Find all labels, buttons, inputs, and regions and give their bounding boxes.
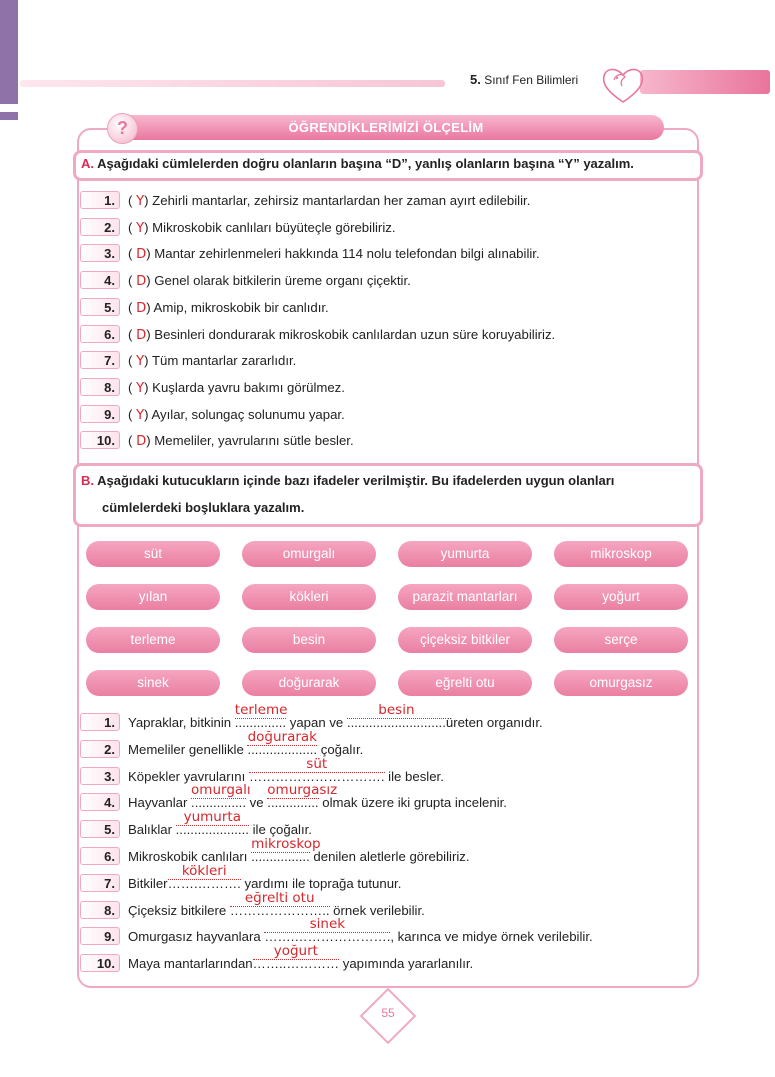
blank-with-answer xyxy=(267,782,338,813)
answer-mark: Y xyxy=(136,407,145,423)
section-a-letter: A. xyxy=(81,156,94,171)
dotted-blank: …………………………. xyxy=(248,768,385,784)
word-pill: eğrelti otu xyxy=(398,670,532,696)
dotted-blank: ................... xyxy=(247,741,318,757)
answer-mark: D xyxy=(136,274,147,290)
left-purple-bar-small xyxy=(0,112,18,120)
item-number: 2. xyxy=(80,740,120,758)
answer-mark: D xyxy=(136,327,147,343)
answer-mark: D xyxy=(136,434,147,450)
left-purple-bar xyxy=(0,0,18,104)
word-pill: çiçeksiz bitkiler xyxy=(398,627,532,653)
answer-mark: D xyxy=(136,300,147,316)
filled-answer: omurgasız xyxy=(267,782,338,799)
item-text: ( D) Mantar zehirlenmeleri hakkında 114 nolu telefondan bilgi alınabilir. xyxy=(128,246,540,263)
dotted-blank: ……..………… xyxy=(252,956,340,972)
item-text: ( D) Besinleri dondurarak mikroskobik canlılardan uzun süre koruyabiliriz. xyxy=(128,326,556,343)
word-pill: omurgalı xyxy=(242,541,376,567)
item-number: 8. xyxy=(80,901,120,919)
section-b-instruction-line2: cümlelerdeki boşluklara yazalım. xyxy=(102,500,305,515)
section-a-instruction xyxy=(81,156,634,171)
item-number: 10. xyxy=(80,954,120,972)
subject-name: Sınıf Fen Bilimleri xyxy=(484,73,579,87)
item-text: Çiçeksiz bitkilere ………………….. eğrelti otu örnek verilebilir. xyxy=(128,901,425,921)
filled-answer: terleme xyxy=(234,702,288,718)
dotted-blank: ………………….. xyxy=(229,902,330,918)
word-pill: kökleri xyxy=(242,584,376,610)
item-text: Bitkiler…….………. kökleri yardımı ile toprağa tutunur. xyxy=(128,874,401,894)
section-b-instruction-line1 xyxy=(81,473,614,488)
answer-mark: Y xyxy=(136,220,145,236)
item-number: 3. xyxy=(80,767,120,785)
item-text: ( D) Genel olarak bitkilerin üreme organı çiçektir. xyxy=(128,273,411,290)
word-pill: yoğurt xyxy=(554,584,688,610)
page-number: 55 xyxy=(381,1006,395,1020)
header-pink-band xyxy=(640,70,770,94)
item-text: Memeliler genellikle ................... doğurarak çoğalır. xyxy=(128,740,363,760)
dotted-blank: …….………. xyxy=(167,875,241,891)
answer-mark: Y xyxy=(136,194,145,209)
item-number: 6. xyxy=(80,847,120,865)
item-number: 5. xyxy=(80,298,120,316)
dotted-blank: .................... xyxy=(175,822,249,838)
item-number: 1. xyxy=(80,713,120,731)
dotted-blank: ........................... xyxy=(346,715,446,730)
filled-answer: yoğurt xyxy=(253,944,339,960)
item-text: Hayvanlar ............... omurgalı ve .............. omurgasız olmak üzere iki grupta incelenir. xyxy=(128,793,507,813)
item-number: 2. xyxy=(80,218,120,236)
item-text: Omurgasız hayvanlara …….…………………. sinek , karınca ve midye örnek verilebilir. xyxy=(128,927,593,947)
item-number: 8. xyxy=(80,378,120,396)
filled-answer: besin xyxy=(347,703,446,719)
word-pill: yılan xyxy=(86,584,220,610)
filled-answer: mikroskop xyxy=(251,836,321,852)
word-pill: sinek xyxy=(86,670,220,696)
item-text: Maya mantarlarından……..………… yoğurt yapımında yararlanılır. xyxy=(128,954,473,974)
filled-answer: sinek xyxy=(264,917,390,933)
filled-answer: süt xyxy=(249,757,385,773)
item-number: 4. xyxy=(80,271,120,289)
item-text: ( Y) Mikroskobik canlıları büyüteçle görebiliriz. xyxy=(128,219,396,236)
item-text: ( Y) Kuşlarda yavru bakımı görülmez. xyxy=(128,379,345,396)
filled-answer: kökleri xyxy=(168,864,241,880)
dotted-blank: .............. xyxy=(234,715,287,730)
item-number: 9. xyxy=(80,927,120,945)
answer-mark: Y xyxy=(136,354,145,370)
answer-mark: D xyxy=(136,247,147,263)
filled-answer: doğurarak xyxy=(247,728,317,745)
blank-with-answer xyxy=(346,702,446,733)
item-text: ( Y) Zehirli mantarlar, zehirsiz mantarlardan her zaman ayırt edilebilir. xyxy=(128,193,531,209)
blank-with-answer xyxy=(252,943,340,974)
word-pill: serçe xyxy=(554,627,688,653)
item-text: ( Y) Ayılar, solungaç solunumu yapar. xyxy=(128,406,345,423)
word-pill: mikroskop xyxy=(554,541,688,567)
item-text: ( Y) Tüm mantarlar zararlıdır. xyxy=(128,353,297,370)
dotted-blank: ................ xyxy=(251,849,310,864)
word-pill: doğurarak xyxy=(242,670,376,696)
dotted-blank: .............. xyxy=(267,795,319,811)
item-number: 9. xyxy=(80,405,120,423)
item-number: 10. xyxy=(80,431,120,449)
item-number: 7. xyxy=(80,351,120,369)
header-title xyxy=(470,72,578,87)
filled-answer: eğrelti otu xyxy=(230,891,330,907)
dotted-blank: ............... xyxy=(191,795,247,811)
bird-heart-logo-icon xyxy=(598,58,648,108)
item-number: 1. xyxy=(80,191,120,209)
word-pill: terleme xyxy=(86,627,220,653)
section-b-letter: B. xyxy=(81,473,94,488)
item-number: 7. xyxy=(80,874,120,892)
item-text: Köpekler yavrularını …………………………. süt ile besler. xyxy=(128,767,444,787)
filled-answer: yumurta xyxy=(176,810,249,826)
page-title: ÖĞRENDİKLERİMİZİ ÖLÇELİM xyxy=(108,115,664,140)
word-pill: omurgasız xyxy=(554,670,688,696)
filled-answer: omurgalı xyxy=(191,782,251,799)
word-pill: besin xyxy=(242,627,376,653)
answer-mark: Y xyxy=(136,380,145,396)
blank-with-answer xyxy=(251,836,321,867)
word-pill: süt xyxy=(86,541,220,567)
item-text: ( D) Memeliler, yavrularını sütle besler. xyxy=(128,433,354,450)
word-pill: yumurta xyxy=(398,541,532,567)
section-b-text-1: Aşağıdaki kutucukların içinde bazı ifadeler verilmiştir. Bu ifadelerden uygun olanları xyxy=(97,473,615,488)
item-number: 3. xyxy=(80,244,120,262)
question-mark-icon: ? xyxy=(107,113,138,144)
blank-with-answer xyxy=(175,809,249,840)
dotted-blank: …….…………………. xyxy=(264,929,391,945)
grade-number: 5. xyxy=(470,72,481,87)
item-number: 6. xyxy=(80,325,120,343)
item-text: Mikroskobik canlıları ................ mikroskop denilen aletlerle görebiliriz. xyxy=(128,847,470,867)
item-text: Yapraklar, bitkinin .............. terleme yapan ve ........................... besin üreten organıdır. xyxy=(128,713,543,733)
header-line xyxy=(20,80,445,87)
item-text: ( D) Amip, mikroskobik bir canlıdır. xyxy=(128,299,329,316)
section-a-text: Aşağıdaki cümlelerden doğru olanların başına “D”, yanlış olanların başına “Y” yazalım. xyxy=(97,156,634,171)
item-number: 4. xyxy=(80,793,120,811)
word-pill: parazit mantarları xyxy=(398,584,532,610)
item-number: 5. xyxy=(80,820,120,838)
item-text: Balıklar .................... yumurta ile çoğalır. xyxy=(128,820,312,840)
